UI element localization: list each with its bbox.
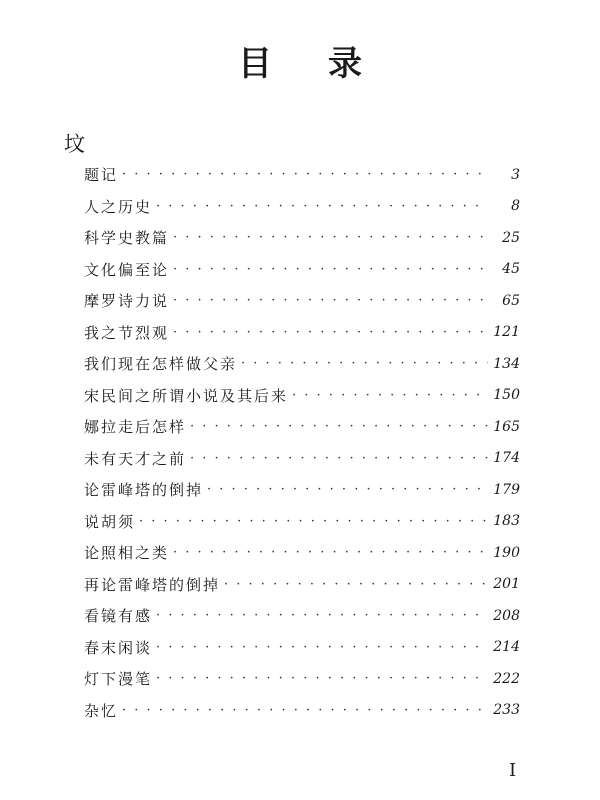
toc-entry-page: 208 <box>493 607 520 624</box>
toc-entry-page: 183 <box>493 513 520 530</box>
toc-entry-page: 165 <box>493 418 520 435</box>
toc-entry-title: 再论雷峰塔的倒掉 <box>84 575 221 594</box>
toc-entry-title: 论雷峰塔的倒掉 <box>84 481 204 500</box>
toc-entry-title: 题记 <box>84 166 119 185</box>
toc-entry[interactable] <box>84 411 520 443</box>
toc-entry[interactable] <box>84 443 520 475</box>
dot-leader <box>292 388 488 403</box>
toc-entry-title: 说胡须 <box>84 512 136 531</box>
dot-leader <box>173 293 488 308</box>
toc-entry-page: 190 <box>493 544 520 561</box>
dot-leader <box>156 608 488 623</box>
dot-leader <box>173 230 488 245</box>
dot-leader <box>156 640 488 655</box>
toc-entry-page: 45 <box>502 261 520 278</box>
dot-leader <box>190 451 488 466</box>
toc-entry-page: 201 <box>493 576 520 593</box>
dot-leader <box>173 545 488 560</box>
toc-entry-title: 杂忆 <box>84 701 119 720</box>
toc-entry[interactable] <box>84 569 520 601</box>
toc-entry-title: 我之节烈观 <box>84 323 170 342</box>
toc-list <box>84 159 520 726</box>
toc-entry[interactable] <box>84 663 520 695</box>
dot-leader <box>207 482 488 497</box>
toc-entry-page: 8 <box>511 198 520 215</box>
toc-entry[interactable] <box>84 695 520 727</box>
toc-entry-title: 论照相之类 <box>84 544 170 563</box>
toc-entry-title: 灯下漫笔 <box>84 670 153 689</box>
toc-entry-page: 222 <box>493 670 520 687</box>
toc-entry-title: 科学史教篇 <box>84 229 170 248</box>
toc-entry-page: 179 <box>493 481 520 498</box>
toc-entry-title: 我们现在怎样做父亲 <box>84 355 238 374</box>
dot-leader <box>122 703 488 718</box>
dot-leader <box>190 419 488 434</box>
dot-leader <box>156 199 488 214</box>
toc-entry-title: 人之历史 <box>84 197 153 216</box>
page-number: I <box>509 760 517 781</box>
toc-entry-title: 娜拉走后怎样 <box>84 418 187 437</box>
toc-entry[interactable] <box>84 474 520 506</box>
toc-entry[interactable] <box>84 254 520 286</box>
dot-leader <box>122 167 488 182</box>
toc-entry[interactable] <box>84 380 520 412</box>
toc-entry[interactable] <box>84 222 520 254</box>
toc-entry-page: 25 <box>502 229 520 246</box>
page-title: 目录 <box>238 44 418 84</box>
dot-leader <box>173 262 488 277</box>
dot-leader <box>156 671 488 686</box>
toc-entry[interactable] <box>84 537 520 569</box>
section-heading: 坟 <box>64 132 85 156</box>
toc-entry[interactable] <box>84 191 520 223</box>
toc-entry-title: 未有天才之前 <box>84 449 187 468</box>
toc-entry[interactable] <box>84 285 520 317</box>
toc-entry-page: 121 <box>493 324 520 341</box>
toc-entry-page: 134 <box>493 355 520 372</box>
toc-entry-page: 214 <box>493 639 520 656</box>
dot-leader <box>173 325 488 340</box>
dot-leader <box>139 514 488 529</box>
toc-entry-page: 150 <box>493 387 520 404</box>
toc-entry[interactable] <box>84 317 520 349</box>
dot-leader <box>241 356 488 371</box>
toc-entry[interactable] <box>84 348 520 380</box>
toc-entry-title: 摩罗诗力说 <box>84 292 170 311</box>
toc-entry[interactable] <box>84 600 520 632</box>
toc-entry-page: 174 <box>493 450 520 467</box>
toc-entry-page: 3 <box>511 166 520 183</box>
toc-entry-title: 文化偏至论 <box>84 260 170 279</box>
toc-entry-title: 春末闲谈 <box>84 638 153 657</box>
toc-entry-page: 65 <box>502 292 520 309</box>
toc-entry-title: 看镜有感 <box>84 607 153 626</box>
toc-entry-title: 宋民间之所谓小说及其后来 <box>84 386 289 405</box>
toc-entry[interactable] <box>84 506 520 538</box>
dot-leader <box>224 577 488 592</box>
toc-entry-page: 233 <box>493 702 520 719</box>
toc-entry[interactable] <box>84 632 520 664</box>
toc-entry[interactable] <box>84 159 520 191</box>
